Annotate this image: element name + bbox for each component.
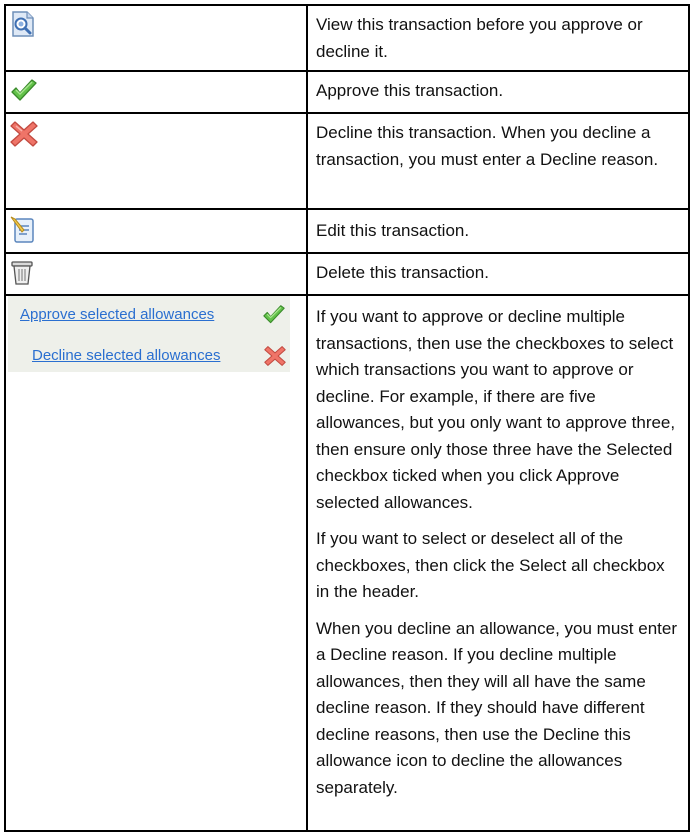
row-description: View this transaction before you approve or decline it. xyxy=(316,15,643,61)
row-description: Edit this transaction. xyxy=(316,221,470,240)
bulk-actions-legend xyxy=(8,296,290,372)
bulk-paragraph-select-all: If you want to select or deselect all of the checkboxes, then click the Select all checkbox in the header. xyxy=(316,529,665,601)
approve-check-icon[interactable] xyxy=(10,78,40,108)
approve-check-icon[interactable] xyxy=(262,304,286,328)
decline-selected-link[interactable]: Decline selected allowances xyxy=(32,347,221,364)
table-row-edit xyxy=(6,210,688,254)
table-row-delete xyxy=(6,254,688,296)
view-transaction-icon[interactable] xyxy=(10,10,40,40)
delete-trash-icon[interactable] xyxy=(10,260,40,290)
bulk-paragraph-multiple: If you want to approve or decline multiple transactions, then use the checkboxes to select which transactions you want to approve or decline. For example, if there are five allowances, but you only want to approve three, then ensure only those three have the Selected checkbox ticked when you click Approve selected allowances. xyxy=(316,307,676,512)
edit-document-icon[interactable] xyxy=(10,216,40,246)
table-row-decline xyxy=(6,114,688,210)
table-row-approve xyxy=(6,72,688,114)
row-description: Delete this transaction. xyxy=(316,263,489,282)
table-row-view xyxy=(6,6,688,72)
decline-x-icon[interactable] xyxy=(264,345,288,369)
row-description: Approve this transaction. xyxy=(316,81,504,100)
bulk-actions-description xyxy=(316,304,680,811)
bulk-paragraph-decline-reason: When you decline an allowance, you must enter a Decline reason. If you decline multiple allowances, then they will all have the same decline reason. If they should have different decline reasons, then use the Decline this allowance icon to decline the allowances separately. xyxy=(316,618,677,797)
table-row-bulk-actions xyxy=(6,296,688,830)
approve-selected-link[interactable]: Approve selected allowances xyxy=(20,306,215,323)
row-description: Decline this transaction. When you decline a transaction, you must enter a Decline reason. xyxy=(316,123,659,169)
icon-reference-table xyxy=(4,4,690,832)
decline-x-icon[interactable] xyxy=(10,120,40,150)
